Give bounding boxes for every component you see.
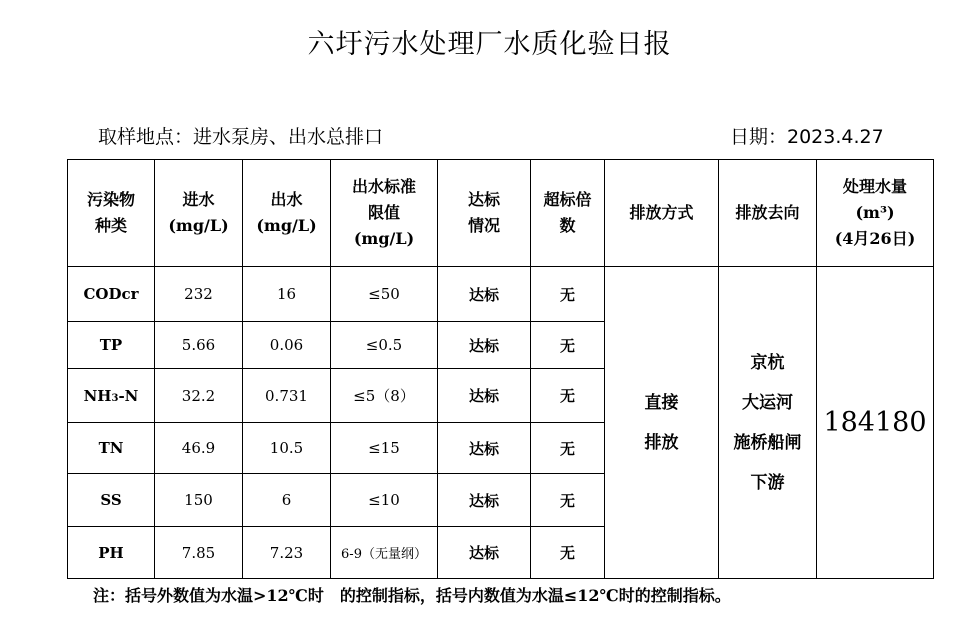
limit-value: 6-9（无量纲） xyxy=(331,527,438,579)
effluent-value: 7.23 xyxy=(243,527,331,579)
pollutant-name: PH xyxy=(68,527,155,579)
exceed-value: 无 xyxy=(531,474,605,527)
exceed-value: 无 xyxy=(531,267,605,322)
header-status: 达标 情况 xyxy=(438,160,531,267)
sampling-location: 取样地点：进水泵房、出水总排口 xyxy=(98,126,384,148)
treated-volume: 184180 xyxy=(817,267,934,579)
influent-value: 32.2 xyxy=(155,369,243,423)
header-exceed: 超标倍 数 xyxy=(531,160,605,267)
exceed-value: 无 xyxy=(531,322,605,369)
status-value: 达标 xyxy=(438,474,531,527)
influent-value: 7.85 xyxy=(155,527,243,579)
header-effluent: 出水 (mg/L) xyxy=(243,160,331,267)
influent-value: 5.66 xyxy=(155,322,243,369)
header-discharge-to: 排放去向 xyxy=(719,160,817,267)
effluent-value: 6 xyxy=(243,474,331,527)
status-value: 达标 xyxy=(438,423,531,474)
table-row xyxy=(68,267,934,322)
status-value: 达标 xyxy=(438,527,531,579)
effluent-value: 16 xyxy=(243,267,331,322)
status-value: 达标 xyxy=(438,267,531,322)
limit-value: ≤5（8） xyxy=(331,369,438,423)
pollutant-name: CODcr xyxy=(68,267,155,322)
exceed-value: 无 xyxy=(531,369,605,423)
discharge-destination: 京杭 大运河 施桥船闸 下游 xyxy=(719,267,817,579)
effluent-value: 10.5 xyxy=(243,423,331,474)
limit-value: ≤0.5 xyxy=(331,322,438,369)
status-value: 达标 xyxy=(438,369,531,423)
header-volume: 处理水量 (m³) (4月26日) xyxy=(817,160,934,267)
header-influent: 进水 (mg/L) xyxy=(155,160,243,267)
limit-value: ≤10 xyxy=(331,474,438,527)
footnote: 注：括号外数值为水温>12℃时 的控制指标，括号内数值为水温≤12℃时的控制指标。 xyxy=(93,586,731,605)
status-value: 达标 xyxy=(438,322,531,369)
effluent-value: 0.06 xyxy=(243,322,331,369)
water-quality-table xyxy=(67,159,934,579)
influent-value: 232 xyxy=(155,267,243,322)
pollutant-name: TN xyxy=(68,423,155,474)
effluent-value: 0.731 xyxy=(243,369,331,423)
header-row xyxy=(68,160,934,267)
report-date: 日期：2023.4.27 xyxy=(730,126,884,148)
influent-value: 46.9 xyxy=(155,423,243,474)
header-pollutant: 污染物 种类 xyxy=(68,160,155,267)
header-limit: 出水标准 限值 (mg/L) xyxy=(331,160,438,267)
limit-value: ≤50 xyxy=(331,267,438,322)
discharge-method: 直接 排放 xyxy=(605,267,719,579)
exceed-value: 无 xyxy=(531,527,605,579)
pollutant-name: NH3-N xyxy=(68,369,155,423)
limit-value: ≤15 xyxy=(331,423,438,474)
header-discharge-method: 排放方式 xyxy=(605,160,719,267)
report-title: 六圩污水处理厂水质化验日报 xyxy=(307,29,672,60)
influent-value: 150 xyxy=(155,474,243,527)
pollutant-name: TP xyxy=(68,322,155,369)
pollutant-name: SS xyxy=(68,474,155,527)
exceed-value: 无 xyxy=(531,423,605,474)
